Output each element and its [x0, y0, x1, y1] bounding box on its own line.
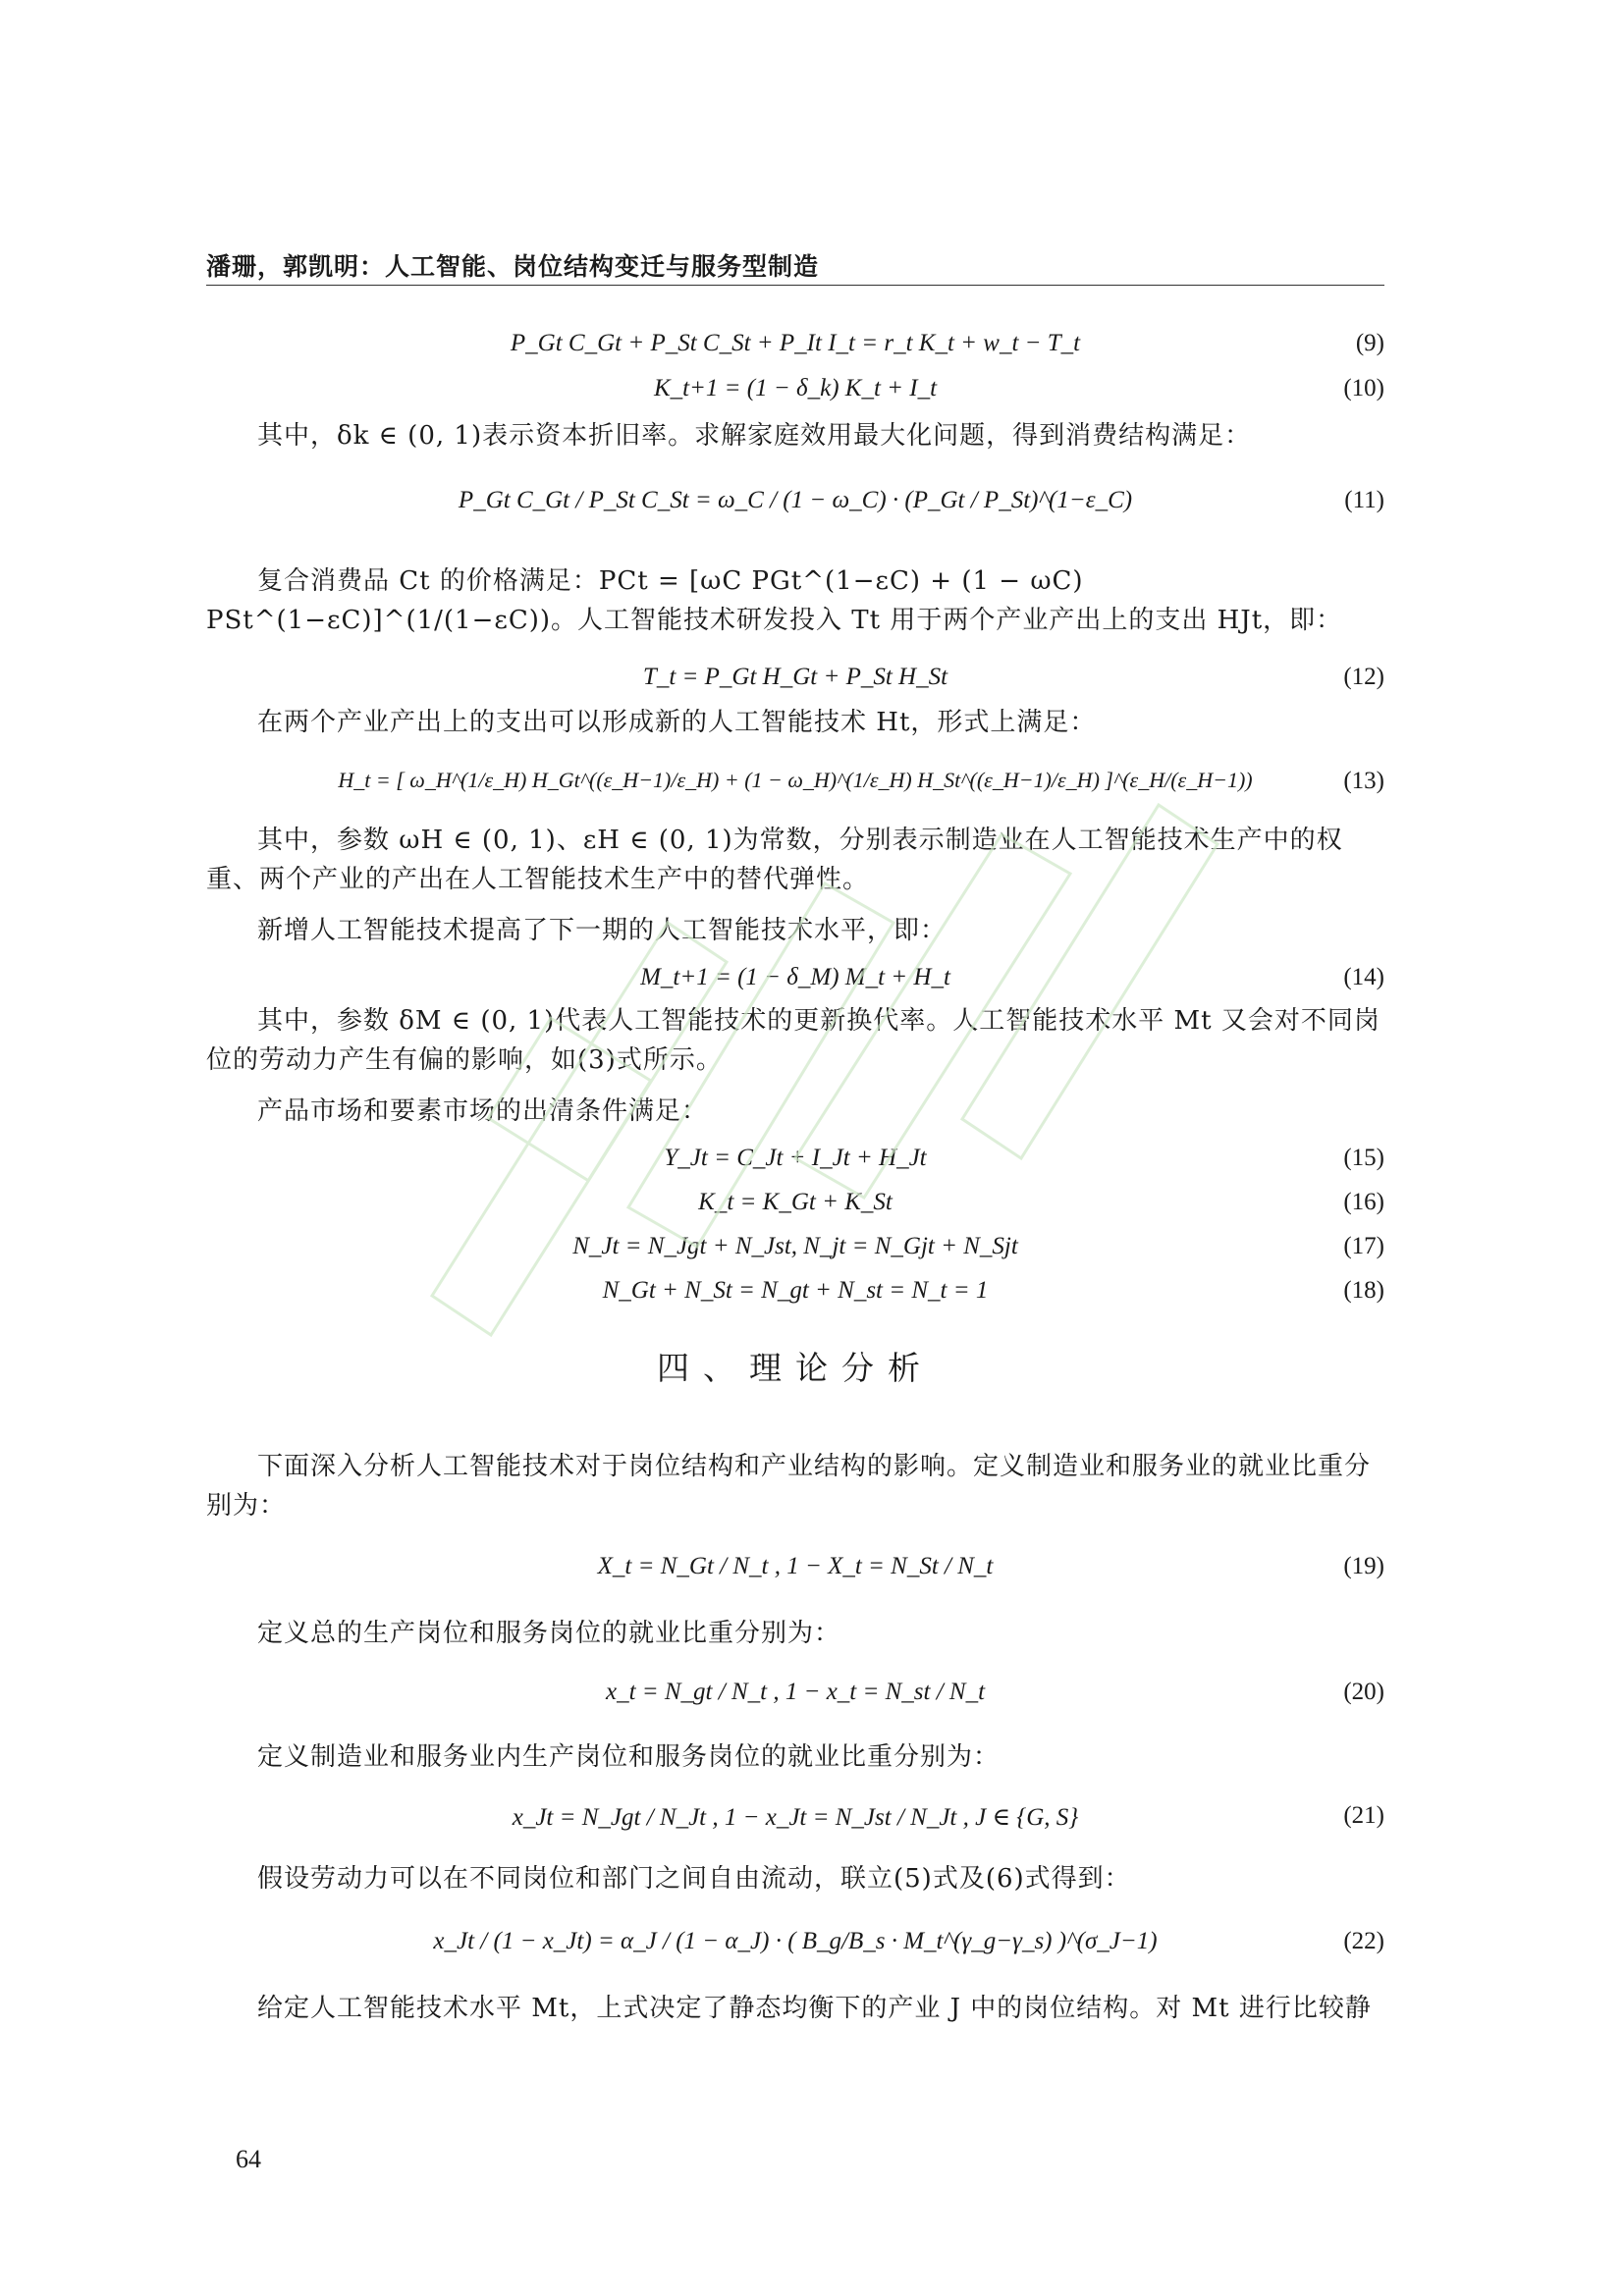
equation-number: (22) [1343, 1928, 1384, 1954]
paragraph: 产品市场和要素市场的出清条件满足： [257, 1096, 709, 1126]
paragraph: 新增人工智能技术提高了下一期的人工智能技术水平，即： [257, 916, 947, 945]
paragraph: 其中，参数 ωH ∈ (0, 1)、εH ∈ (0, 1)为常数，分别表示制造业在人工智能技术生产中的权重、两个产业的产出在人工智能技术生产中的替代弹性。 [206, 826, 1343, 894]
page-number: 64 [236, 2145, 261, 2173]
equation-number: (21) [1343, 1802, 1384, 1829]
paragraph: 下面深入分析人工智能技术对于岗位结构和产业结构的影响。定义制造业和服务业的就业比重分别为： [206, 1452, 1372, 1521]
equation-number: (11) [1344, 487, 1384, 513]
equation-14 [206, 958, 1384, 1003]
equation-12 [206, 658, 1384, 703]
equation-9 [206, 324, 1384, 369]
equation-16 [206, 1183, 1384, 1228]
equation-number: (12) [1343, 664, 1384, 690]
paragraph: 在两个产业产出上的支出可以形成新的人工智能技术 Ht，形式上满足： [257, 708, 1097, 737]
equation-formula: K_t = K_Gt + K_St [698, 1189, 893, 1215]
equation-number: (9) [1355, 330, 1384, 356]
paragraph: 复合消费品 Ct 的价格满足：PCt = [ωC PGt^(1−εC) + (1 − ωC) PSt^(1−εC)]^(1/(1−εC))。人工智能技术研发投入 Tt 用于两个产业产出上的支出 HJt，即： [206, 566, 1343, 635]
paragraph: 定义总的生产岗位和服务岗位的就业比重分别为： [257, 1619, 841, 1648]
equation-number: (13) [1343, 768, 1384, 794]
equation-number: (18) [1343, 1277, 1384, 1304]
equation-formula: T_t = P_Gt H_Gt + P_St H_St [642, 664, 948, 690]
equation-formula: M_t+1 = (1 − δ_M) M_t + H_t [640, 964, 950, 990]
equation-10 [206, 369, 1384, 414]
equation-number: (16) [1343, 1189, 1384, 1215]
equation-formula: H_t = [ ω_H^(1/ε_H) H_Gt^((ε_H−1)/ε_H) + (1 − ω_H)^(1/ε_H) H_St^((ε_H−1)/ε_H) ]^(ε_H/(ε_H−1)) [338, 768, 1253, 792]
equation-formula: P_Gt C_Gt + P_St C_St + P_It I_t = r_t K_t + w_t − T_t [510, 330, 1081, 356]
header-rule [206, 285, 1384, 286]
equation-number: (14) [1343, 964, 1384, 990]
equation-19 [206, 1547, 1384, 1592]
equation-18 [206, 1271, 1384, 1316]
paragraph: 给定人工智能技术水平 Mt，上式决定了静态均衡下的产业 J 中的岗位结构。对 Mt 进行比较静 [257, 1994, 1372, 2023]
equation-number: (19) [1343, 1553, 1384, 1579]
section-title: 四、理论分析 [657, 1349, 934, 1387]
paragraph: 假设劳动力可以在不同岗位和部门之间自由流动，联立(5)式及(6)式得到： [257, 1864, 1131, 1894]
paragraph: 其中，δk ∈ (0, 1)表示资本折旧率。求解家庭效用最大化问题，得到消费结构满足： [257, 421, 1252, 451]
equation-formula: Y_Jt = C_Jt + I_Jt + H_Jt [664, 1145, 927, 1171]
equation-formula: K_t+1 = (1 − δ_k) K_t + I_t [653, 375, 938, 401]
equation-formula: P_Gt C_Gt / P_St C_St = ω_C / (1 − ω_C) · (P_Gt / P_St)^(1−ε_C) [458, 487, 1133, 513]
equation-21 [206, 1796, 1384, 1842]
equation-13 [206, 762, 1384, 807]
equation-number: (17) [1343, 1233, 1384, 1259]
running-header: 潘珊，郭凯明：人工智能、岗位结构变迁与服务型制造 [206, 252, 820, 281]
equation-formula: x_t = N_gt / N_t , 1 − x_t = N_st / N_t [605, 1679, 986, 1705]
equation-22 [206, 1922, 1384, 1967]
equation-number: (15) [1343, 1145, 1384, 1171]
equation-number: (20) [1343, 1679, 1384, 1705]
equation-formula: x_Jt = N_Jgt / N_Jt , 1 − x_Jt = N_Jst / N_Jt , J ∈ {G, S} [512, 1804, 1079, 1831]
equation-formula: x_Jt / (1 − x_Jt) = α_J / (1 − α_J) · ( B_g/B_s · M_t^(γ_g−γ_s) )^(σ_J−1) [433, 1928, 1158, 1954]
equation-15 [206, 1139, 1384, 1184]
paragraph: 其中，参数 δM ∈ (0, 1)代表人工智能技术的更新换代率。人工智能技术水平 Mt 又会对不同岗位的劳动力产生有偏的影响，如(3)式所示。 [206, 1006, 1380, 1075]
equation-20 [206, 1673, 1384, 1718]
equation-formula: X_t = N_Gt / N_t , 1 − X_t = N_St / N_t [597, 1553, 994, 1579]
equation-number: (10) [1343, 375, 1384, 401]
equation-formula: N_Jt = N_Jgt + N_Jst, N_jt = N_Gjt + N_Sjt [572, 1233, 1018, 1259]
equation-17 [206, 1227, 1384, 1272]
equation-11 [206, 481, 1384, 526]
equation-formula: N_Gt + N_St = N_gt + N_st = N_t = 1 [602, 1277, 989, 1304]
paragraph: 定义制造业和服务业内生产岗位和服务岗位的就业比重分别为： [257, 1742, 1001, 1772]
